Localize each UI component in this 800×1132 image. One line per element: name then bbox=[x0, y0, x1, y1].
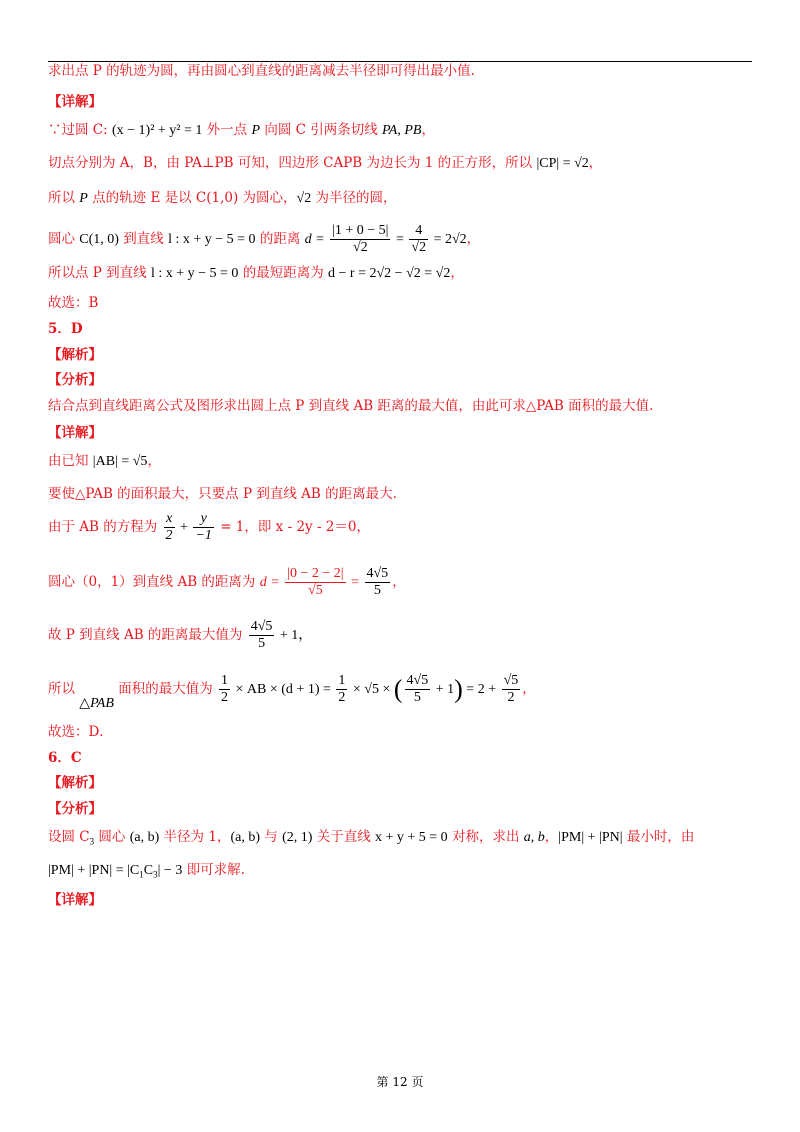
numerator: y bbox=[193, 511, 213, 528]
text: 所以 bbox=[48, 190, 80, 206]
text: 为半径的圆， bbox=[311, 190, 397, 206]
vars: a, b bbox=[523, 830, 545, 845]
q5-line-3 bbox=[48, 510, 752, 545]
sum-distances: |PM| + |PN| bbox=[558, 830, 623, 845]
text: 到直线 bbox=[118, 231, 169, 247]
q6-line-2 bbox=[48, 861, 752, 884]
subscript: 3 bbox=[89, 836, 95, 847]
cp-length: |CP| = √2 bbox=[536, 156, 589, 171]
numerator: 1 bbox=[338, 673, 346, 688]
text: 半径为 1， bbox=[159, 829, 231, 845]
text: ， bbox=[466, 231, 481, 247]
result: = 2 + bbox=[462, 682, 500, 697]
numerator: x bbox=[164, 511, 175, 528]
equals: = bbox=[392, 232, 408, 247]
denominator: 2 bbox=[165, 528, 173, 543]
detail-heading-q4 bbox=[48, 93, 752, 111]
detail-line-4 bbox=[48, 222, 752, 257]
denominator: √2 bbox=[411, 240, 427, 255]
equals: = bbox=[347, 575, 363, 590]
center-coords: (a, b) bbox=[129, 830, 160, 845]
heading: 【详解】 bbox=[48, 425, 102, 441]
text: 与 bbox=[259, 829, 283, 845]
text: ， bbox=[392, 574, 406, 590]
expression: × √5 × bbox=[349, 682, 394, 697]
text: 最小时，由 bbox=[622, 829, 695, 845]
q6-line-1 bbox=[48, 828, 752, 851]
expression: × AB × (d + 1) = bbox=[232, 682, 335, 697]
numerator: √5 bbox=[503, 673, 519, 688]
text: 的最短距离为 bbox=[238, 265, 329, 281]
distance-symbol: d = bbox=[259, 575, 284, 590]
denominator: 5 bbox=[258, 636, 266, 651]
left-paren: ( bbox=[393, 674, 403, 704]
line-l: l : x + y − 5 = 0 bbox=[168, 232, 256, 247]
heading: 【详解】 bbox=[48, 94, 102, 110]
radius: √2 bbox=[296, 191, 312, 206]
denominator: 2 bbox=[338, 690, 346, 705]
tangents: PA, PB bbox=[382, 123, 422, 138]
text: 即可求解. bbox=[182, 862, 245, 878]
right-paren: ) bbox=[454, 674, 463, 704]
text: 5．D bbox=[48, 321, 83, 337]
point-p: P bbox=[79, 191, 88, 206]
text: ， bbox=[450, 265, 464, 281]
plus: + bbox=[176, 520, 192, 535]
text: 面积的最大值为 bbox=[113, 681, 218, 697]
text: 结合点到直线距离公式及图形求出圆上点 P 到直线 AB 距离的最大值，由此可求△PAB 面积的最大值. bbox=[48, 398, 654, 414]
detail-heading-q6 bbox=[48, 891, 752, 909]
fenxi-heading-q6 bbox=[48, 800, 752, 818]
text: ， bbox=[147, 453, 161, 469]
heading: 【分析】 bbox=[48, 372, 102, 388]
min-distance: d − r = 2√2 − √2 = √2 bbox=[328, 266, 451, 281]
text: ， bbox=[544, 829, 559, 845]
heading: 【解析】 bbox=[48, 347, 102, 363]
result: = 2√2 bbox=[430, 232, 467, 247]
denominator: 5 bbox=[413, 690, 421, 705]
point-p: P bbox=[251, 123, 261, 138]
detail-line-5 bbox=[48, 264, 752, 283]
plus-one: + 1， bbox=[276, 628, 313, 643]
line-l: l : x + y − 5 = 0 bbox=[150, 266, 239, 281]
q5-line-6 bbox=[48, 669, 752, 710]
text: 点的轨迹 E 是以 C(1,0) 为圆心， bbox=[87, 190, 297, 206]
text: 由于 AB 的方程为 bbox=[48, 519, 162, 535]
analysis-text-q5 bbox=[48, 397, 752, 415]
circle-equation: (x − 1)² + y² = 1 bbox=[111, 123, 203, 138]
answer-q4 bbox=[48, 294, 752, 312]
plus-one: + 1 bbox=[432, 682, 455, 697]
detail-line-1 bbox=[48, 121, 752, 140]
text: 向圆 C 引两条切线 bbox=[260, 122, 383, 138]
denominator: 5 bbox=[373, 583, 381, 598]
numerator: 4√5 bbox=[366, 566, 389, 581]
fraction bbox=[164, 511, 175, 544]
numerator: 4√5 bbox=[250, 619, 273, 634]
numerator: 4√5 bbox=[406, 673, 429, 688]
text: ， bbox=[588, 155, 603, 171]
text: 关于直线 bbox=[312, 829, 375, 845]
q5-line-1 bbox=[48, 452, 752, 471]
q5-line-4 bbox=[48, 564, 752, 601]
denominator: −1 bbox=[195, 528, 212, 543]
fraction bbox=[193, 511, 213, 544]
text: ∵过圆 C: bbox=[48, 122, 112, 138]
text: 对称，求出 bbox=[447, 829, 524, 845]
text: 的距离 bbox=[255, 231, 305, 247]
heading: 【解析】 bbox=[48, 775, 102, 791]
numerator: 1 bbox=[221, 673, 229, 688]
text: 外一点 bbox=[202, 122, 252, 138]
fraction bbox=[330, 223, 390, 256]
text: 6．C bbox=[48, 750, 82, 766]
jiexi-heading-q6 bbox=[48, 774, 752, 792]
point: (2, 1) bbox=[282, 830, 313, 845]
text: 故选：D． bbox=[48, 724, 113, 740]
heading: 【分析】 bbox=[48, 801, 102, 817]
subscript: 1 bbox=[139, 869, 144, 880]
fraction bbox=[249, 619, 275, 652]
page-number: 第 12 页 bbox=[376, 1075, 424, 1089]
detail-heading-q5 bbox=[48, 424, 752, 442]
text: 圆心 bbox=[94, 829, 130, 845]
text: 圆心 bbox=[48, 231, 80, 247]
center: C(1, 0) bbox=[79, 232, 119, 247]
text: ， bbox=[522, 681, 536, 697]
text: 所以点 P 到直线 bbox=[48, 265, 151, 281]
denominator: √2 bbox=[352, 240, 368, 255]
numerator: 4 bbox=[409, 223, 428, 240]
heading: 【详解】 bbox=[48, 892, 102, 908]
text: 设圆 C bbox=[48, 829, 90, 845]
denominator: 2 bbox=[221, 690, 229, 705]
expression: |PM| + |PN| = |C bbox=[48, 863, 140, 878]
question-5-answer bbox=[48, 320, 752, 338]
text: 圆心（0，1）到直线 AB 的距离为 bbox=[48, 574, 260, 590]
text: 由已知 bbox=[48, 453, 93, 469]
text: = 1，即 x - 2y - 2＝0， bbox=[215, 519, 370, 535]
answer-q5 bbox=[48, 723, 752, 741]
denominator: √5 bbox=[308, 583, 323, 598]
ab-length: |AB| = √5 bbox=[92, 454, 148, 469]
q5-line-2 bbox=[48, 485, 752, 503]
numerator: |1 + 0 − 5| bbox=[332, 223, 389, 238]
denominator: 2 bbox=[507, 690, 515, 705]
detail-line-2 bbox=[48, 154, 752, 173]
question-6-answer bbox=[48, 749, 752, 767]
q5-line-5 bbox=[48, 617, 752, 654]
fraction bbox=[285, 566, 345, 599]
text: 故选：B bbox=[48, 295, 99, 311]
detail-line-3 bbox=[48, 189, 752, 208]
fraction bbox=[409, 223, 428, 256]
text: ， bbox=[421, 122, 435, 138]
distance-symbol: d = bbox=[304, 232, 329, 247]
expression: | − 3 bbox=[157, 863, 183, 878]
text: 要使△PAB 的面积最大，只要点 P 到直线 AB 的距离最大. bbox=[48, 486, 397, 502]
line-equation: x + y + 5 = 0 bbox=[375, 830, 448, 845]
text: 所以 bbox=[48, 681, 80, 697]
text: 切点分别为 A，B，由 PA⊥PB 可知，四边形 CAPB 为边长为 1 的正方形，所以 bbox=[48, 155, 537, 171]
text: 求出点 P 的轨迹为圆，再由圆心到直线的距离减去半径即可得出最小值. bbox=[48, 63, 475, 79]
center-coords: (a, b) bbox=[230, 830, 260, 845]
fraction bbox=[336, 673, 347, 706]
fraction bbox=[365, 566, 391, 599]
fraction bbox=[405, 673, 431, 706]
fraction bbox=[219, 673, 230, 706]
numerator: |0 − 2 − 2| bbox=[287, 566, 344, 581]
subscript: 3 bbox=[153, 869, 158, 880]
expression: C bbox=[143, 863, 154, 878]
jiexi-heading-q5 bbox=[48, 346, 752, 364]
triangle-pab: △PAB bbox=[79, 696, 114, 711]
text: 故 P 到直线 AB 的距离最大值为 bbox=[48, 627, 247, 643]
fenxi-heading-q5 bbox=[48, 371, 752, 389]
fraction bbox=[502, 673, 521, 706]
analysis-text-q4 bbox=[48, 62, 752, 80]
